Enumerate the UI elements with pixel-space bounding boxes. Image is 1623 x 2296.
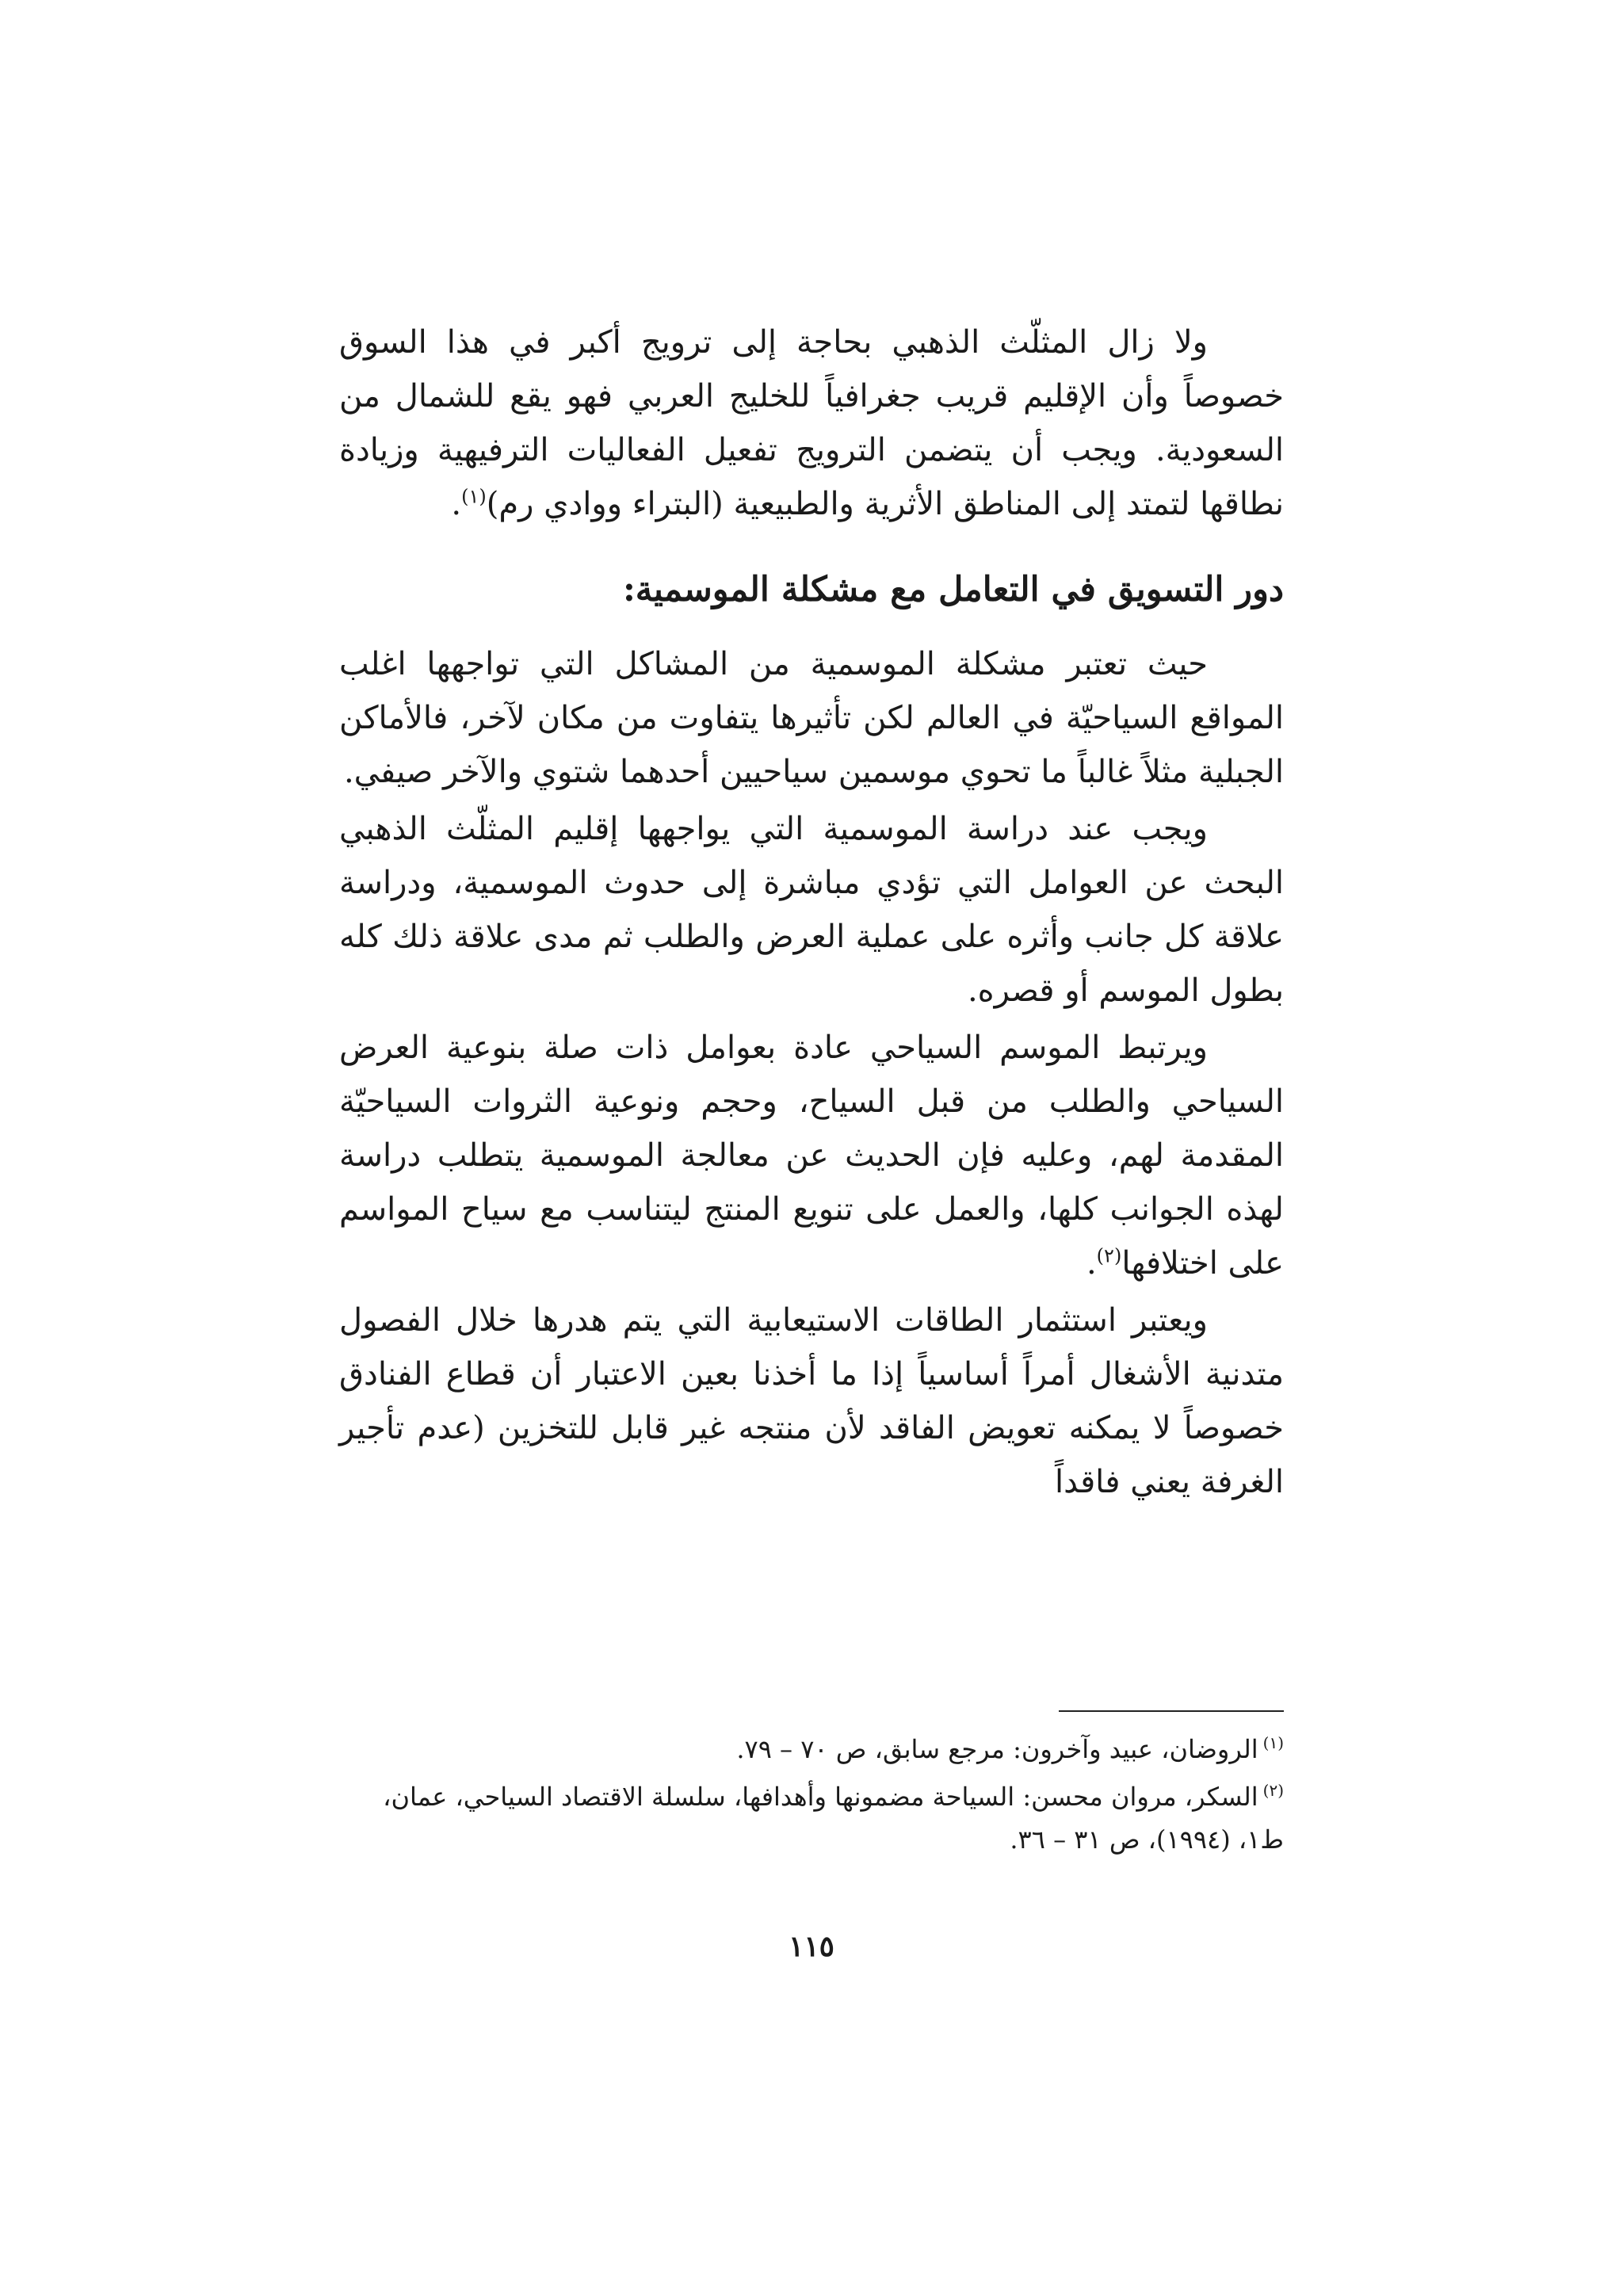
paragraph-golden-triangle-promotion <box>339 315 1284 531</box>
footnote-marker: (١) <box>1262 1733 1284 1753</box>
paragraph-end: . <box>451 486 462 522</box>
footnote-marker: (٢) <box>1262 1781 1284 1801</box>
paragraph-seasonality-problem: حيث تعتبر مشكلة الموسمية من المشاكل التي تواجهها اغلب المواقع السياحيّة في العالم لكن تأثيرها يتفاوت من مكان لآخر، فالأماكن الجبلية مثلاً غالباً ما تحوي موسمين سياحيين أحدهما شتوي والآخر صيفي. <box>339 646 1284 790</box>
footnote-ref-1[interactable]: (١) <box>461 485 487 508</box>
paragraph-text: ويرتبط الموسم السياحي عادة بعوامل ذات صلة بنوعية العرض السياحي والطلب من قبل السياح، وحجم ونوعية الثروات السياحيّة المقدمة لهم، وعليه فإن الحديث عن معالجة الموسمية يتطلب دراسة لهذه الجوانب كلها، والعمل على تنويع المنتج ليتناسب مع سياح المواسم على اختلافها <box>339 1030 1284 1282</box>
section-heading: دور التسويق في التعامل مع مشكلة الموسمية: <box>622 570 1284 609</box>
paragraph-seasonality-study: ويجب عند دراسة الموسمية التي يواجهها إقليم المثلّث الذهبي البحث عن العوامل التي تؤدي مباشرة إلى حدوث الموسمية، ودراسة علاقة كل جانب وأثره على عملية العرض والطلب ثم مدى علاقة ذلك كله بطول الموسم أو قصره. <box>339 811 1284 1009</box>
paragraph-capacity-utilization: ويعتبر استثمار الطاقات الاستيعابية التي يتم هدرها خلال الفصول متدنية الأشغال أمراً أساسياً إذا ما أخذنا بعين الاعتبار أن قطاع الفنادق خصوصاً لا يمكنه تعويض الفاقد لأن منتجه غير قابل للتخزين (عدم تأجير الغرفة يعني فاقداً <box>339 1302 1284 1500</box>
body-text <box>339 315 1284 1509</box>
paragraph-text: ولا زال المثلّث الذهبي بحاجة إلى ترويج أكبر في هذا السوق خصوصاً وأن الإقليم قريب جغرافياً للخليج العربي فهو يقع للشمال من السعودية. ويجب أن يتضمن الترويج تفعيل الفعاليات الترفيهية وزيادة نطاقها لتمتد إلى المناطق الأثرية والطبيعية (البتراء ووادي رم) <box>339 324 1284 522</box>
page-number: ١١٥ <box>788 1930 834 1963</box>
footnote-divider <box>1059 1710 1284 1712</box>
footnotes <box>339 1728 1284 1866</box>
footnote-text: السكر، مروان محسن: السياحة مضمونها وأهدافها، سلسلة الاقتصاد السياحي، عمان، ط١، (١٩٩٤)، ص ٣١ – ٣٦. <box>383 1782 1284 1855</box>
footnote-1 <box>339 1728 1284 1771</box>
footnote-text: الروضان، عبيد وآخرون: مرجع سابق، ص ٧٠ – ٧٩. <box>736 1734 1258 1764</box>
footnote-2 <box>339 1775 1284 1861</box>
paragraph-end: . <box>1086 1245 1097 1282</box>
paragraph-tourist-season-factors <box>339 1021 1284 1290</box>
footnote-ref-2[interactable]: (٢) <box>1096 1244 1122 1267</box>
